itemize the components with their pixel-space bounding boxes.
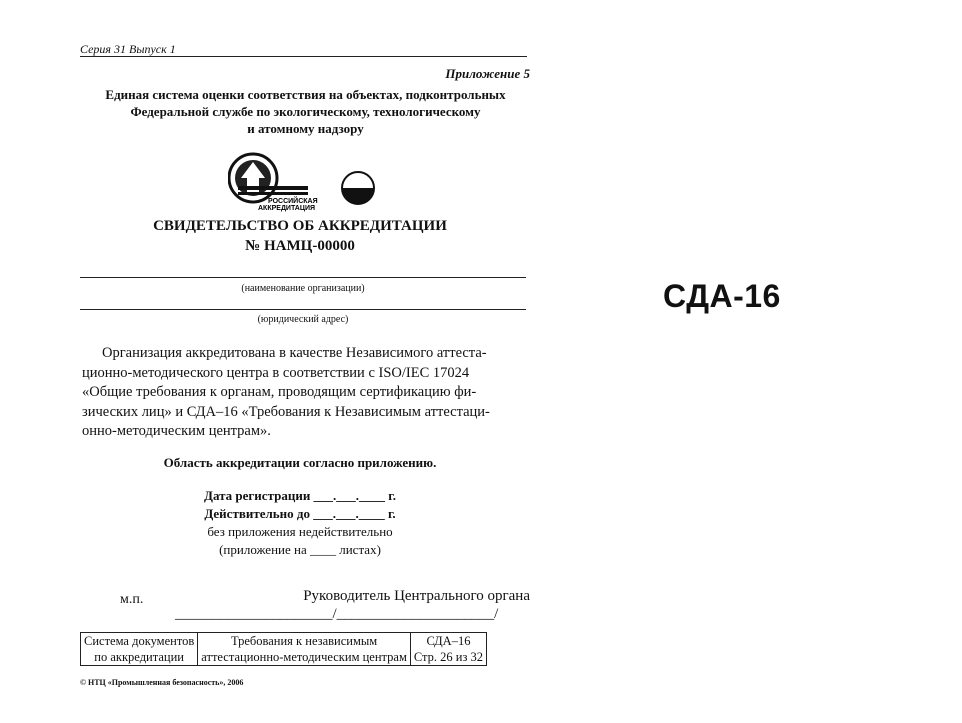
text-line: Организация аккредитована в качестве Независимого аттеста- [102,345,487,361]
copyright-note: © НТЦ «Промышленная безопасность», 2006 [80,678,244,687]
logo-globe-half [342,188,374,204]
footer-code-cell [410,633,486,650]
logo-text: РОССИЙСКАЯ [268,198,318,205]
head-title: Руководитель Центрального органа [303,588,530,604]
footer-text: Система документов [84,634,195,648]
stamp-place-label: м.п. [120,592,144,607]
text-line: онно-методическим центрам». [82,423,271,439]
text-line: зических лиц» и СДА–16 «Требования к Независимым аттестаци- [82,403,490,420]
org-name-line [80,277,526,278]
system-title-line: и атомному надзору [247,121,364,136]
address-caption: (юридический адрес) [257,314,349,325]
footer-title-cell [198,649,411,666]
text-line: ционно-методического центра в соответствии с ISO/IEC 17024 [82,364,470,381]
footer-text: СДА–16 [426,634,471,648]
system-title [78,86,533,137]
accreditation-logo [228,150,378,212]
certificate-number: № НАМЦ-00000 [245,238,355,254]
org-name-caption: (наименование организации) [241,283,365,294]
document-code-label: СДА-16 [663,278,781,314]
dates-block [180,487,420,559]
registration-date: Дата регистрации ___.___.____ г. [204,488,396,503]
footer-system-cell [81,649,198,666]
system-title-line: Единая система оценки соответствия на объектах, подконтрольных [105,87,506,102]
footer-text: аттестационно-методическим центрам [201,650,407,664]
header-divider [80,56,527,57]
validity-note: без приложения недействительно [207,524,393,539]
footer-text: Стр. 26 из 32 [413,650,484,664]
valid-until-date: Действительно до ___.___.____ г. [204,506,396,521]
document-footer-table [80,632,487,666]
footer-text: по аккредитации [94,650,184,664]
logo-stripe [238,192,308,195]
address-line [80,309,526,310]
text-line: «Общие требования к органам, проводящим сертификацию фи- [82,384,477,400]
certificate-heading [100,216,500,256]
footer-text: Требования к независимым [230,634,378,648]
logo-stripe [238,186,308,190]
footer-system-cell [81,633,198,650]
scope-statement: Область аккредитации согласно приложению. [163,455,437,470]
certificate-title: СВИДЕТЕЛЬСТВО ОБ АККРЕДИТАЦИИ [153,218,447,234]
appendix-label: Приложение 5 [445,66,530,81]
accreditation-text [82,344,532,442]
appendix-sheets: (приложение на ____ листах) [219,542,381,557]
signature-line: _____________________/_____________________/ [175,606,499,622]
logo-text: АККРЕДИТАЦИЯ [258,205,316,212]
footer-page-cell [410,649,486,666]
system-title-line: Федеральной службе по экологическому, технологическому [130,104,481,119]
series-label: Серия 31 Выпуск 1 [80,42,176,56]
footer-title-cell [198,633,411,650]
